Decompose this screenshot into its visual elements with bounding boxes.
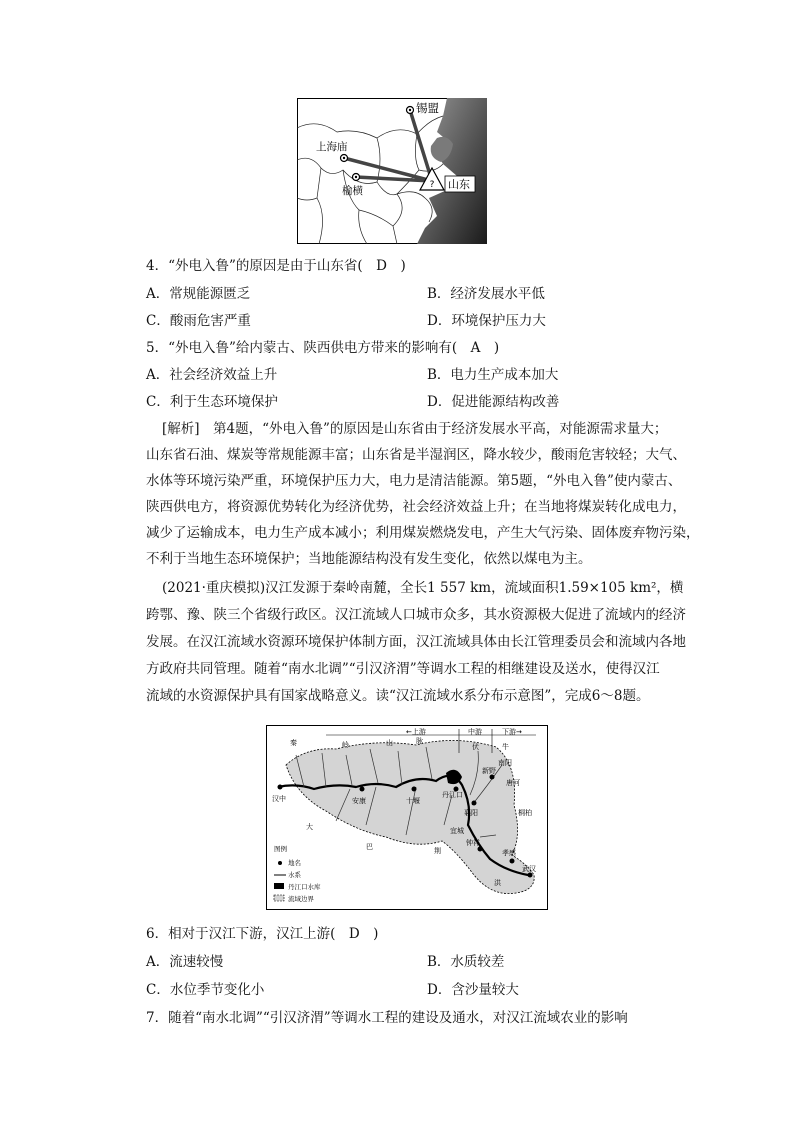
intro-line-3: 发展。在汉江流域水资源环境保护体制方面，汉江流域具体由长江管理委员会和流域内各地: [146, 634, 686, 650]
label-yulin: 榆横: [342, 185, 363, 197]
label-shan: 山: [386, 739, 393, 747]
analysis-line-1: [解析] 第4题，“外电入鲁”的原因是山东省由于经济发展水平高，对能源需求量大；: [162, 421, 668, 437]
label-qin: 秦: [290, 739, 297, 747]
label-xiaogan: 孝感: [502, 849, 516, 857]
analysis-line-5: 减少了运输成本，电力生产成本减小；利用煤炭燃烧发电，产生大气污染、固体废弃物污染，: [146, 525, 700, 541]
hanjiang-basin-map: [266, 725, 548, 910]
analysis-line-4: 陕西供电方，将资源优势转化为经济优势，社会经济效益上升；在当地将煤炭转化成电力，: [146, 499, 686, 515]
q6-option-b: B．水质较差: [427, 954, 505, 970]
node-yulin: [353, 174, 360, 181]
label-hong: 洪: [494, 879, 501, 887]
label-ling: 岭: [342, 741, 349, 749]
analysis-line-3: 水体等环境污染严重，环境保护压力大，电力是清洁能源。第5题，“外电入鲁”使内蒙古、: [146, 473, 682, 489]
analysis-line-2: 山东省石油、煤炭等常规能源丰富；山东省是半湿润区，降水较少，酸雨危害较轻；大气、: [146, 447, 686, 463]
q6-option-d: D．含沙量较大: [427, 982, 519, 998]
q6-option-a: A．流速较慢: [146, 954, 224, 970]
label-danjiangkou: 丹江口: [442, 791, 463, 799]
q4-option-c: C．酸雨危害严重: [146, 313, 251, 329]
label-hanzhong: 汉中: [272, 795, 286, 803]
q6-option-c: C．水位季节变化小: [146, 982, 265, 998]
q4-option-b: B．经济发展水平低: [427, 286, 545, 302]
label-shanghaimiao: 上海庙: [316, 141, 348, 153]
q4-option-d: D．环境保护压力大: [427, 313, 546, 329]
node-shanghaimiao: [341, 155, 348, 162]
q7-stem: 7．随着“南水北调”“引汉济渭”等调水工程的建设及通水，对汉江流域农业的影响: [146, 1010, 628, 1026]
header-downstream: 下游→: [502, 728, 522, 736]
label-yicheng: 宜城: [450, 827, 464, 835]
label-tongbai: 桐柏: [518, 809, 532, 817]
label-shandong: 山东: [448, 178, 470, 191]
label-xilin: 锡盟: [416, 101, 439, 115]
label-xiangyang: 襄阳: [464, 809, 478, 817]
label-wuhan: 武汉: [522, 865, 536, 873]
q4-stem: 4．“外电入鲁”的原因是由于山东省( D ): [146, 258, 406, 274]
q5-option-a: A．社会经济效益上升: [146, 367, 278, 383]
label-ankang: 安康: [352, 797, 366, 805]
q5-stem: 5．“外电入鲁”给内蒙古、陕西供电方带来的影响有( A ): [146, 340, 500, 356]
intro-line-5: 流域的水资源保护具有国家战略意义。读“汉江流域水系分布示意图”，完成6～8题。: [146, 688, 650, 704]
node-xilin: [407, 107, 414, 114]
intro-line-2: 跨鄂、豫、陕三个省级行政区。汉江流域人口城市众多，其水资源极大促进了流域内的经济: [146, 607, 686, 623]
legend-title: 图例: [274, 845, 287, 853]
label-mai: 脉: [416, 737, 423, 745]
q4-option-a: A．常规能源匮乏: [146, 286, 251, 302]
q5-option-c: C．利于生态环境保护: [146, 394, 278, 410]
label-nanyang: 南阳: [498, 759, 512, 767]
label-da: 大: [306, 823, 313, 831]
intro-line-1: (2021·重庆模拟)汉江发源于秦岭南麓，全长1 557 km，流域面积1.59×105 km²，横: [162, 580, 684, 596]
intro-line-4: 方政府共同管理。随着“南水北调”“引汉济渭”等调水工程的相继建设及送水，使得汉江: [146, 661, 660, 677]
legend-river: 水系: [288, 871, 301, 879]
label-tanghe: 唐河: [506, 779, 520, 787]
analysis-line-6: 不利于当地生态环境保护；当地能源结构没有发生变化，依然以煤电为主。: [146, 551, 592, 567]
label-niu: 牛: [502, 743, 509, 751]
legend-boundary: 流域边界: [288, 895, 314, 903]
label-jing: 荆: [434, 847, 441, 855]
label-ba: 巴: [366, 843, 373, 851]
label-fu: 伏: [472, 743, 479, 751]
power-transmission-map: [297, 98, 487, 244]
label-q: ?: [429, 180, 435, 190]
label-xinye: 新野: [482, 767, 496, 775]
label-shiyan: 十堰: [406, 797, 420, 805]
legend-reservoir: 丹江口水库: [288, 883, 321, 891]
q6-stem: 6．相对于汉江下游，汉江上游( D ): [146, 926, 379, 942]
header-upstream: ←上游: [406, 728, 426, 736]
q5-option-d: D．促进能源结构改善: [427, 394, 560, 410]
header-midstream: 中游: [468, 728, 482, 736]
q5-option-b: B．电力生产成本加大: [427, 367, 559, 383]
label-zhongxiang: 钟祥: [466, 839, 480, 847]
legend-city: 地名: [288, 859, 301, 867]
